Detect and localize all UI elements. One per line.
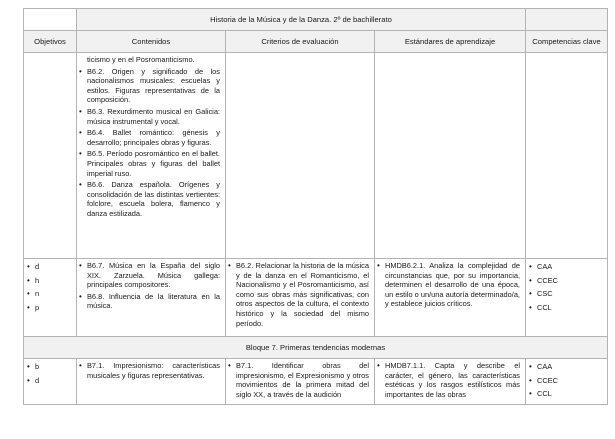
section-title: Bloque 7. Primeras tendencias modernas bbox=[24, 337, 608, 359]
contenidos-list bbox=[78, 67, 223, 219]
list-item: • CSC bbox=[528, 289, 605, 299]
competencias-cell bbox=[526, 359, 608, 405]
table-row bbox=[24, 259, 608, 337]
list-item: • p bbox=[26, 303, 74, 313]
curriculum-document bbox=[23, 8, 608, 405]
estandares-list bbox=[376, 261, 523, 309]
table-title: Historia de la Música y de la Danza. 2º de bachillerato bbox=[77, 9, 526, 31]
list-item: • CAA bbox=[528, 362, 605, 372]
criterios-cell bbox=[226, 259, 375, 337]
criterios-cell bbox=[226, 53, 375, 259]
list-item: • B6.2. Relacionar la historia de la música y de la danza en el Romanticismo, el Nacionalismo y el Posromanticismo, así como sus obras más significativas, con otros aspectos de la cultura, el contexto histórico y la sociedad del mismo período. bbox=[227, 261, 372, 328]
list-item: • CCEC bbox=[528, 376, 605, 386]
header-objetivos: Objetivos bbox=[24, 31, 77, 53]
title-right-cell bbox=[526, 9, 608, 31]
objetivos-cell bbox=[24, 359, 77, 405]
list-item: • CAA bbox=[528, 262, 605, 272]
objetivos-list bbox=[26, 362, 74, 385]
objetivos-cell bbox=[24, 53, 77, 259]
header-contenidos: Contenidos bbox=[77, 31, 226, 53]
contenidos-cell bbox=[77, 53, 226, 259]
list-item: • B6.3. Rexurdimento musical en Galicia: música instrumental y vocal. bbox=[78, 107, 223, 126]
curriculum-table bbox=[23, 8, 608, 405]
list-item: • B6.6. Danza española. Orígenes y consolidación de las distintas vertientes: folclore, escuela bolera, flamenco y danza estilizada. bbox=[78, 180, 223, 218]
list-item: • B6.2. Origen y significado de los nacionalismos musicales: escuelas y estilos. Figuras representativas de la composición. bbox=[78, 67, 223, 105]
contenidos-cell bbox=[77, 359, 226, 405]
continuation-text: ticismo y en el Posromanticismo. bbox=[87, 55, 195, 64]
section-row bbox=[24, 337, 608, 359]
list-item: • HMDB6.2.1. Analiza la complejidad de circunstancias que, por su importancia, determinen el desarrollo de una época, un estilo o un/una autoría determinado/a, y establece juicios críticos. bbox=[376, 261, 523, 309]
competencias-cell bbox=[526, 259, 608, 337]
list-item: • d bbox=[26, 376, 74, 386]
competencias-list bbox=[528, 262, 605, 312]
list-item: • h bbox=[26, 276, 74, 286]
criterios-list bbox=[227, 361, 372, 399]
list-item: • B6.7. Música en la España del siglo XIX. Zarzuela. Música gallega: principales compositores. bbox=[78, 261, 223, 290]
criterios-cell bbox=[226, 359, 375, 405]
table-row bbox=[24, 53, 608, 259]
list-item: • B7.1. Impresionismo: características musicales y figuras representativas. bbox=[78, 361, 223, 380]
objetivos-list bbox=[26, 262, 74, 312]
contenidos-list bbox=[78, 361, 223, 380]
contenidos-cell bbox=[77, 259, 226, 337]
header-criterios: Criterios de evaluación bbox=[226, 31, 375, 53]
list-item: • B6.4. Ballet romántico: génesis y desarrollo; principales obras y figuras. bbox=[78, 128, 223, 147]
estandares-cell bbox=[375, 53, 526, 259]
list-item: • CCL bbox=[528, 303, 605, 313]
list-item: • B6.8. Influencia de la literatura en la música. bbox=[78, 292, 223, 311]
competencias-cell bbox=[526, 53, 608, 259]
estandares-list bbox=[376, 361, 523, 399]
objetivos-cell bbox=[24, 259, 77, 337]
criterios-list bbox=[227, 261, 372, 328]
header-estandares: Estándares de aprendizaje bbox=[375, 31, 526, 53]
title-row bbox=[24, 9, 608, 31]
list-item: • CCEC bbox=[528, 276, 605, 286]
list-item: • B6.5. Período posromántico en el ballet. Principales obras y figuras del ballet imperial ruso. bbox=[78, 149, 223, 178]
estandares-cell bbox=[375, 359, 526, 405]
estandares-cell bbox=[375, 259, 526, 337]
header-competencias: Competencias clave bbox=[526, 31, 608, 53]
column-header-row bbox=[24, 31, 608, 53]
contenidos-list bbox=[78, 261, 223, 311]
competencias-list bbox=[528, 362, 605, 399]
list-item: • b bbox=[26, 362, 74, 372]
list-item: • HMDB7.1.1. Capta y describe el carácter, el género, las características estéticas y los rasgos estilísticos más importantes de las obras bbox=[376, 361, 523, 399]
table-row bbox=[24, 359, 608, 405]
blank-corner-cell bbox=[24, 9, 77, 31]
list-item: • CCL bbox=[528, 389, 605, 399]
list-item: • d bbox=[26, 262, 74, 272]
list-item: • B7.1. Identificar obras del impresionismo, el Expresionismo y otros movimientos de la primera mitad del siglo XX, a través de la audición bbox=[227, 361, 372, 399]
list-item: • n bbox=[26, 289, 74, 299]
